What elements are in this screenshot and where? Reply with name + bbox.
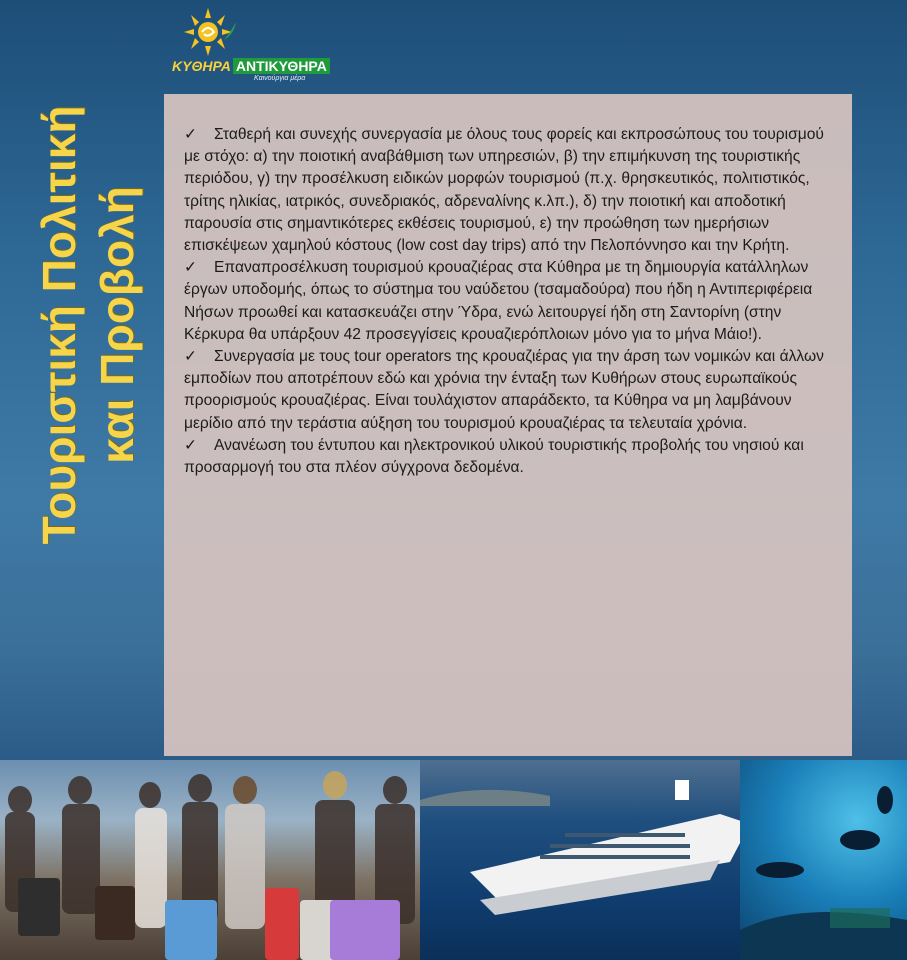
bullet-text: Επαναπροσέλκυση τουρισμού κρουαζιέρας στα Κύθηρα με τη δημιουργία κατάλληλων έργων υποδομής, όπως το σύστημα του ναύδετου (τσαμαδούρα) που ήδη η Αντιπεριφέρεια Νήσων προωθεί και κατασκευάζει στην Ύδρα, ενώ λειτουργεί ήδη στη Σαντορίνη (στην Κέρκυρα θα υπάρξουν 42 προσεγγίσεις κρουαζιερόπλοιων μόνο για το μήνα Μάιο!).	[184, 259, 813, 343]
title-line-2: και Προβολή	[91, 186, 143, 464]
bullet-text: Συνεργασία με τους tour operators της κρουαζιέρας για την άρση των νομικών και άλλων εμποδίων που αποτρέπουν εδώ και χρόνια την ένταξη των Κυθήρων στους ευρωπαϊκούς προορισμούς κρουαζιέρας. Είναι τουλάχιστον απαράδεκτο, τα Κύθηρα να μη λαμβάνουν μερίδιο από την τεράστια αύξηση του τουρισμού κρουαζιέρας τα τελευταία χρόνια.	[184, 348, 824, 432]
title-line-1: Τουριστική Πολιτική	[33, 105, 85, 545]
bullet-text: Σταθερή και συνεχής συνεργασία με όλους τους φορείς και εκπροσώπους του τουρισμού με στόχο: α) την ποιοτική αναβάθμιση των υπηρεσιών, β) την επιμήκυνση της τουριστικής περιόδου, γ) την προσέλκυση ειδικών μορφών τουρισμού (π.χ. θρησκευτικός, πολιτιστικός, τρίτης ηλικίας, ιατρικός, συνεδριακός, αδρεναλίνης κ.λπ.), δ) την ποιοτική και αποδοτική παρουσία στις σημαντικότερες εκθέσεις τουρισμού, ε) την προώθηση των ημερήσιων επισκέψεων χαμηλού κόστους (low cost day trips) από την Πελοπόννησο και την Κρήτη.	[184, 126, 824, 255]
checkmark-icon: ✓	[184, 436, 198, 454]
content-panel	[164, 94, 852, 756]
diving-photo	[740, 760, 907, 960]
logo-wordmark	[172, 58, 330, 74]
cruise-ship-icon	[420, 760, 760, 960]
photo-collage	[0, 760, 907, 960]
logo-brand-right: ΑΝΤΙΚΥΘΗΡΑ	[233, 58, 330, 74]
bullet-text: Ανανέωση του έντυπου και ηλεκτρονικού υλικού τουριστικής προβολής του νησιού και προσαρμογή του στα πλέον σύγχρονα δεδομένα.	[184, 436, 804, 477]
logo-brand-left: ΚΥΘΗΡΑ	[172, 58, 231, 74]
section-title	[18, 85, 158, 565]
logo-tagline: Καινούργια μέρα	[254, 75, 306, 82]
bullet-paragraph	[184, 435, 834, 479]
logo	[172, 8, 327, 88]
checkmark-icon: ✓	[184, 126, 198, 143]
checkmark-icon: ✓	[184, 348, 198, 366]
tourists-photo	[0, 760, 430, 960]
divers-icon	[740, 760, 907, 960]
content-text	[184, 124, 834, 479]
bullet-paragraph	[184, 257, 834, 346]
bullet-paragraph	[184, 346, 834, 435]
cruise-ship-photo	[420, 760, 760, 960]
sun-logo-icon	[180, 8, 236, 58]
tourists-silhouettes-icon	[0, 760, 430, 960]
bullet-paragraph	[184, 124, 834, 257]
checkmark-icon: ✓	[184, 259, 198, 277]
